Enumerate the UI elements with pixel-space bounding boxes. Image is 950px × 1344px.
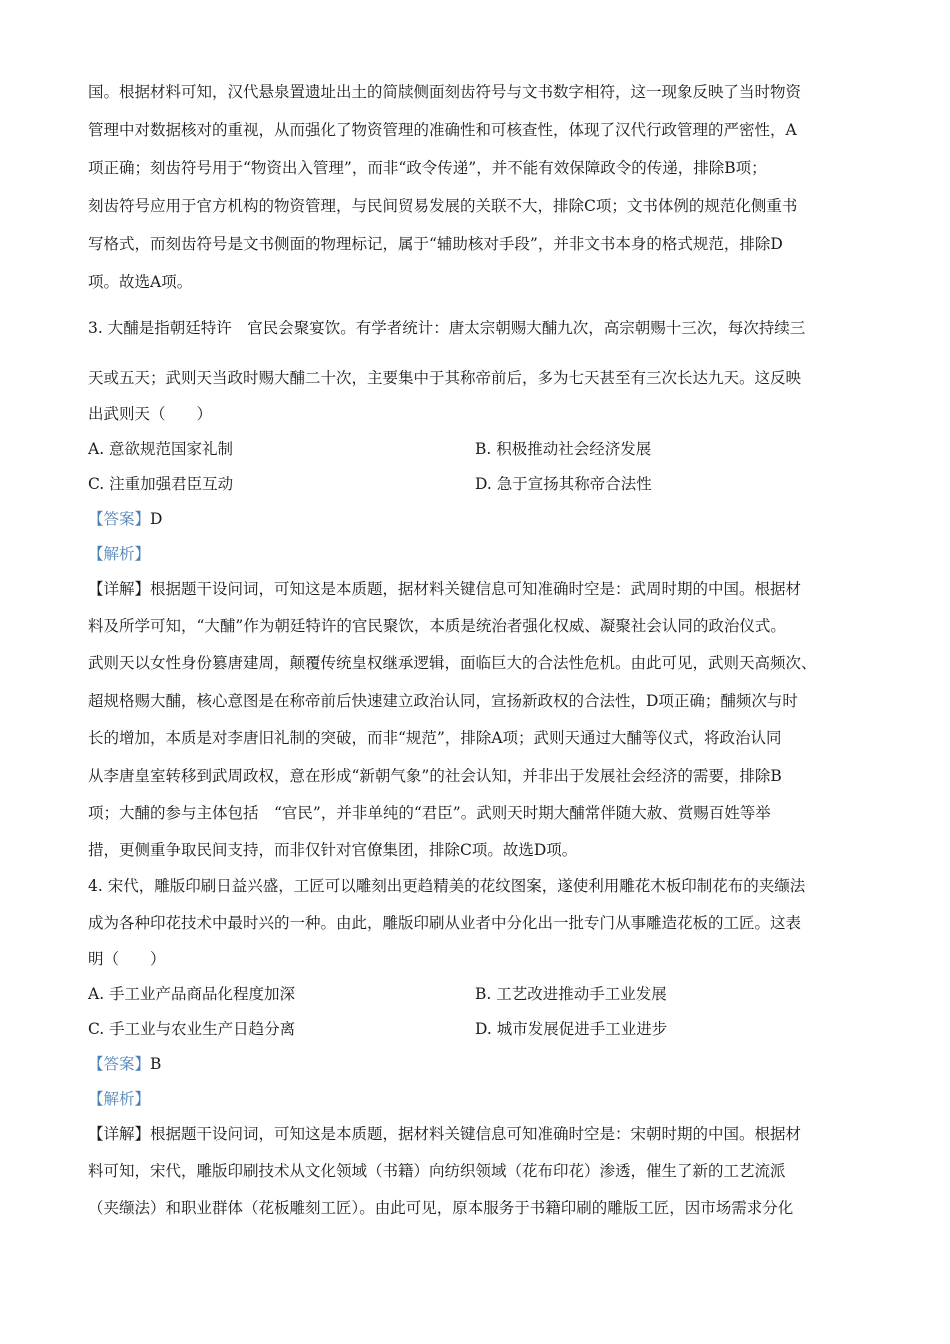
q4-option-a: A. 手工业产品商品化程度加深 <box>88 985 296 1003</box>
q3-detail-line-1: 【详解】根据题干设问词，可知这是本质题，据材料关键信息可知准确时空是：武周时期的中国。根据材 <box>88 580 802 598</box>
q3-answer-value: D <box>150 510 163 528</box>
q3-detail-line-5: 长的增加，本质是对李唐旧礼制的突破，而非“规范”，排除A项；武则天通过大酺等仪式，将政治认同 <box>88 729 782 747</box>
q4-stem-line-2: 成为各种印花技术中最时兴的一种。由此，雕版印刷从业者中分化出一批专门从事雕造花板的工匠。这表 <box>88 914 802 932</box>
q3-answer <box>88 507 162 529</box>
q3-analysis-label: 【解析】 <box>88 545 151 563</box>
q3-detail-line-8: 措，更侧重争取民间支持，而非仅针对官僚集团，排除C项。故选D项。 <box>88 841 578 859</box>
q3-stem-line-2: 天或五天；武则天当政时赐大酺二十次，主要集中于其称帝前后，多为七天甚至有三次长达九天。这反映 <box>88 369 802 387</box>
q3-detail-line-2: 料及所学可知，“大酺”作为朝廷特许的官民聚饮，本质是统治者强化权威、凝聚社会认同的政治仪式。 <box>88 617 786 635</box>
q4-detail-line-3: （夹缬法）和职业群体（花板雕刻工匠）。由此可见，原本服务于书籍印刷的雕版工匠，因市场需求分化 <box>88 1199 794 1217</box>
q4-answer-label: 【答案】 <box>88 1055 151 1073</box>
q3-stem-line-3: 出武则天（ ） <box>88 405 213 423</box>
q2-detail-line-1: 国。根据材料可知，汉代悬泉置遗址出土的简牍侧面刻齿符号与文书数字相符，这一现象反映了当时物资 <box>88 83 802 101</box>
q4-stem-line-3: 明（ ） <box>88 950 166 968</box>
q4-analysis-label: 【解析】 <box>88 1090 151 1108</box>
q3-detail-line-6: 从李唐皇室转移到武周政权，意在形成“新朝气象”的社会认知，并非出于发展社会经济的需要，排除B <box>88 767 782 785</box>
q3-answer-label: 【答案】 <box>88 510 151 528</box>
q2-detail-line-4: 刻齿符号应用于官方机构的物资管理，与民间贸易发展的关联不大，排除C项；文书体例的规范化侧重书 <box>88 197 798 215</box>
q4-answer <box>88 1052 161 1074</box>
q4-detail-line-1: 【详解】根据题干设问词，可知这是本质题，据材料关键信息可知准确时空是：宋朝时期的中国。根据材 <box>88 1125 802 1143</box>
q4-answer-value: B <box>150 1055 162 1073</box>
q4-stem-line-1: 4. 宋代，雕版印刷日益兴盛，工匠可以雕刻出更趋精美的花纹图案，遂使利用雕花木板印制花布的夹缬法 <box>88 877 806 895</box>
q4-option-c: C. 手工业与农业生产日趋分离 <box>88 1020 296 1038</box>
q2-detail-line-2: 管理中对数据核对的重视，从而强化了物资管理的准确性和可核查性，体现了汉代行政管理的严密性，A <box>88 121 797 139</box>
q2-detail-line-5: 写格式，而刻齿符号是文书侧面的物理标记，属于“辅助核对手段”，并非文书本身的格式规范，排除D <box>88 235 783 253</box>
q2-detail-line-3: 项正确；刻齿符号用于“物资出入管理”，而非“政令传递”，并不能有效保障政令的传递，排除B项； <box>88 159 767 177</box>
q3-option-c: C. 注重加强君臣互动 <box>88 475 234 493</box>
q4-option-b: B. 工艺改进推动手工业发展 <box>475 985 667 1003</box>
q3-stem-line-1: 3. 大酺是指朝廷特许 官民会聚宴饮。有学者统计：唐太宗朝赐大酺九次，高宗朝赐十三次，每次持续三 <box>88 319 806 337</box>
q4-option-d: D. 城市发展促进手工业进步 <box>475 1020 668 1038</box>
q3-option-a: A. 意欲规范国家礼制 <box>88 440 234 458</box>
q4-detail-line-2: 料可知，宋代，雕版印刷技术从文化领域（书籍）向纺织领域（花布印花）渗透，催生了新的工艺流派 <box>88 1162 786 1180</box>
q2-detail-line-6: 项。故选A项。 <box>88 273 193 291</box>
q3-option-d: D. 急于宣扬其称帝合法性 <box>475 475 652 493</box>
q3-detail-line-7: 项；大酺的参与主体包括 “官民”，并非单纯的“君臣”。武则天时期大酺常伴随大赦、赏赐百姓等举 <box>88 804 771 822</box>
q3-detail-line-3: 武则天以女性身份篡唐建周，颠覆传统皇权继承逻辑，面临巨大的合法性危机。由此可见，武则天高频次、 <box>88 654 817 672</box>
q3-detail-line-4: 超规格赐大酺，核心意图是在称帝前后快速建立政治认同，宣扬新政权的合法性，D项正确；酺频次与时 <box>88 692 798 710</box>
q3-option-b: B. 积极推动社会经济发展 <box>475 440 652 458</box>
